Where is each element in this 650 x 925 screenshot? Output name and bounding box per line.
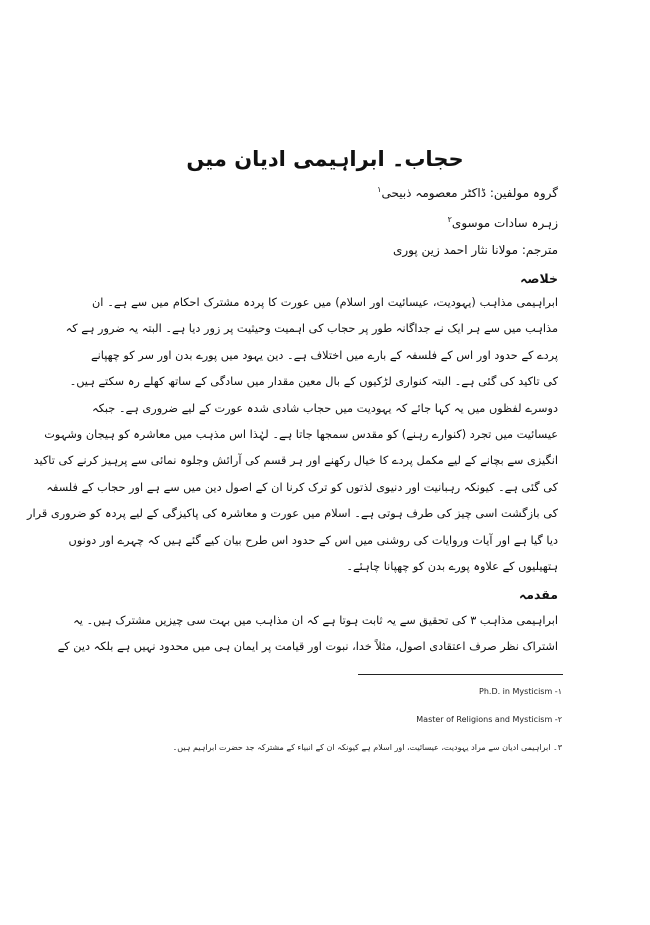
author-line-2 bbox=[92, 210, 558, 233]
abstract-line: پردے کے حدود اور اس کے فلسفہ کے بارے میں اختلاف ہے۔ دین یہود میں پورے بدن اور سر کو چھپانے bbox=[91, 348, 558, 362]
footnote-2: Master of Religions and Mysticism -۲ bbox=[416, 715, 562, 724]
abstract-line: ابراہیمی مذاہب (یہودیت، عیسائیت اور اسلام) میں عورت کا پردہ مشترک احکام میں سے ہے۔ ان bbox=[92, 296, 558, 309]
intro-heading: مقدمہ bbox=[518, 587, 558, 602]
author-footnote-mark-1: ۱ bbox=[377, 185, 382, 194]
abstract-line: کی تاکید کی گئی ہے۔ البتہ کنواری لڑکیوں کے بال معین مقدار میں سادگی کے ساتھ کھلے رہ سکتے ہیں۔ bbox=[69, 375, 558, 389]
footnote-3: ۳۔ ابراہیمی ادیان سے مراد یہودیت، عیسائیت، اور اسلام ہے کیونکہ ان کے انبیاء کے مشترکہ جد حضرت ابراہیم ہیں۔ bbox=[172, 743, 562, 752]
intro-body bbox=[57, 608, 558, 661]
intro-line: ابراہیمی مذاہب ۳ کی تحقیق سے یہ ثابت ہوتا ہے کہ ان مذاہب میں بہت سی چیزیں مشترک ہیں۔ یہ bbox=[73, 614, 558, 627]
abstract-line: دیا گیا ہے اور آیات وروایات کی روشنی میں اس کے حدود اس طرح بیان کیے گئے ہیں کہ چہرے اور دونوں bbox=[68, 533, 558, 547]
author-name-1: گروہ مولفین: ڈاکٹر معصومہ ذبیحی bbox=[381, 186, 558, 200]
abstract-line: کی گئی ہے۔ کیونکہ رہبانیت اور دنیوی لذتوں کو ترک کرنا ان کے اصول دین میں سے ہے اور حجاب کے فلسفہ bbox=[46, 480, 558, 494]
abstract-line: کی بازگشت اسی چیز کی طرف ہوتی ہے۔ اسلام میں عورت و معاشرہ کی پاکیزگی کے لیے پردہ کو ضروری قرار bbox=[27, 507, 558, 521]
intro-line: اشتراک نظر صرف اعتقادی اصول، مثلاً خدا، نبوت اور قیامت پر ایمان ہی میں محدود نہیں ہے بلکہ دین کے bbox=[57, 640, 558, 654]
abstract-line: مذاہب میں سے ہر ایک نے جداگانہ طور پر حجاب کی اہمیت وحیثیت پر زور دیا ہے۔ البتہ یہ ضرور ہے کہ bbox=[65, 322, 558, 336]
abstract-line: ہتھیلیوں کے علاوہ پورے بدن کو چھپانا چاہئے۔ bbox=[346, 560, 558, 574]
page-title: حجاب۔ ابراہیمی ادیان میں bbox=[186, 147, 464, 171]
author-name-2: زہرہ سادات موسوی bbox=[451, 216, 558, 230]
author-line-1 bbox=[92, 180, 558, 203]
footnote-divider bbox=[358, 674, 563, 675]
abstract-line: دوسرے لفظوں میں یہ کہا جائے کہ یہودیت میں حجاب شادی شدہ عورت کے لیے ضروری ہے۔ جبکہ bbox=[92, 401, 558, 415]
translator-line: مترجم: مولانا نثار احمد زین پوری bbox=[392, 243, 558, 257]
abstract-line: انگیزی سے بچانے کے لیے مکمل پردے کا خیال رکھنے اور ہر قسم کی آرائش وجلوہ نمائی سے پرہیز کرنے کی تاکید bbox=[33, 454, 558, 468]
footnote-1: Ph.D. in Mysticism -۱ bbox=[479, 687, 562, 696]
abstract-body bbox=[27, 290, 558, 580]
abstract-heading: خلاصہ bbox=[520, 271, 558, 286]
abstract-line: عیسائیت میں تجرد (کنوارے رہنے) کو مقدس سمجھا جاتا ہے۔ لہٰذا اس مذہب میں معاشرہ کو ہیجان وشہوت bbox=[44, 428, 558, 442]
author-footnote-mark-2: ۲ bbox=[447, 215, 452, 224]
